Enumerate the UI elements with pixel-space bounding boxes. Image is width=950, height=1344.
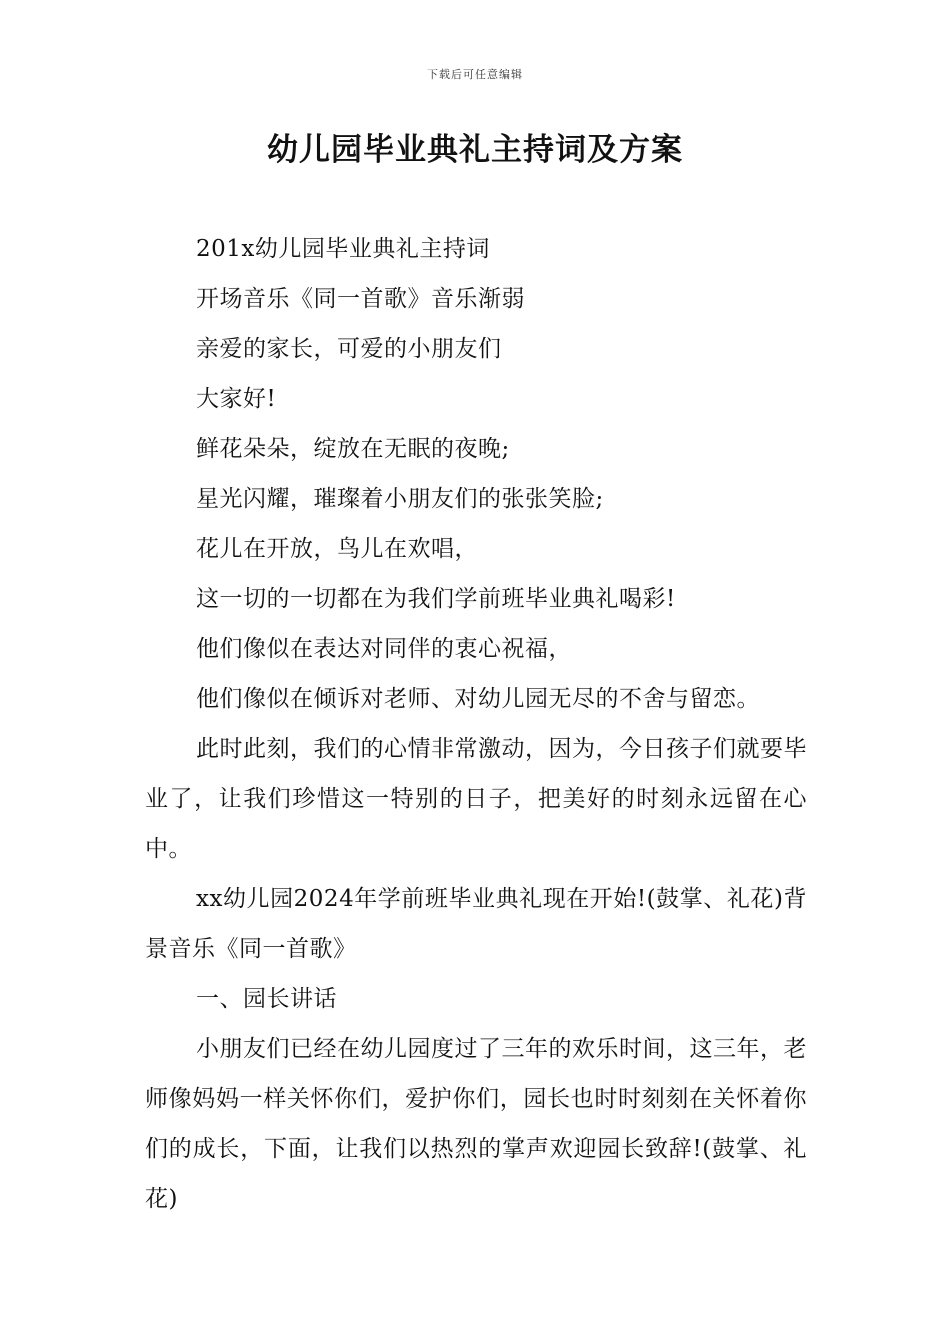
paragraph: 开场音乐《同一首歌》音乐渐弱 (196, 286, 525, 312)
paragraph: 他们像似在倾诉对老师、对幼儿园无尽的不舍与留恋。 (196, 686, 760, 712)
paragraph: 花儿在开放，鸟儿在欢唱， (196, 536, 478, 562)
paragraph: 星光闪耀，璀璨着小朋友们的张张笑脸; (196, 486, 604, 512)
page-header-note: 下载后可任意编辑 (427, 68, 523, 81)
document-body (145, 224, 807, 1224)
paragraph: 大家好! (196, 386, 277, 412)
paragraph: 小朋友们已经在幼儿园度过了三年的欢乐时间，这三年，老师像妈妈一样关怀你们，爱护你们，园长也时时刻刻在关怀着你们的成长，下面，让我们以热烈的掌声欢迎园长致辞!(鼓掌、礼花) (145, 1036, 807, 1212)
paragraph: 此时此刻，我们的心情非常激动，因为，今日孩子们就要毕业了，让我们珍惜这一特别的日子，把美好的时刻永远留在心中。 (145, 736, 807, 862)
paragraph: 201x幼儿园毕业典礼主持词 (196, 236, 490, 262)
paragraph: 这一切的一切都在为我们学前班毕业典礼喝彩! (196, 586, 676, 612)
section-heading: 一、园长讲话 (196, 986, 337, 1012)
document-title: 幼儿园毕业典礼主持词及方案 (267, 132, 683, 168)
paragraph: xx幼儿园2024年学前班毕业典礼现在开始!(鼓掌、礼花)背景音乐《同一首歌》 (145, 886, 807, 962)
paragraph: 他们像似在表达对同伴的衷心祝福， (196, 636, 572, 662)
paragraph: 亲爱的家长，可爱的小朋友们 (196, 336, 502, 362)
paragraph: 鲜花朵朵，绽放在无眠的夜晚; (196, 436, 510, 462)
